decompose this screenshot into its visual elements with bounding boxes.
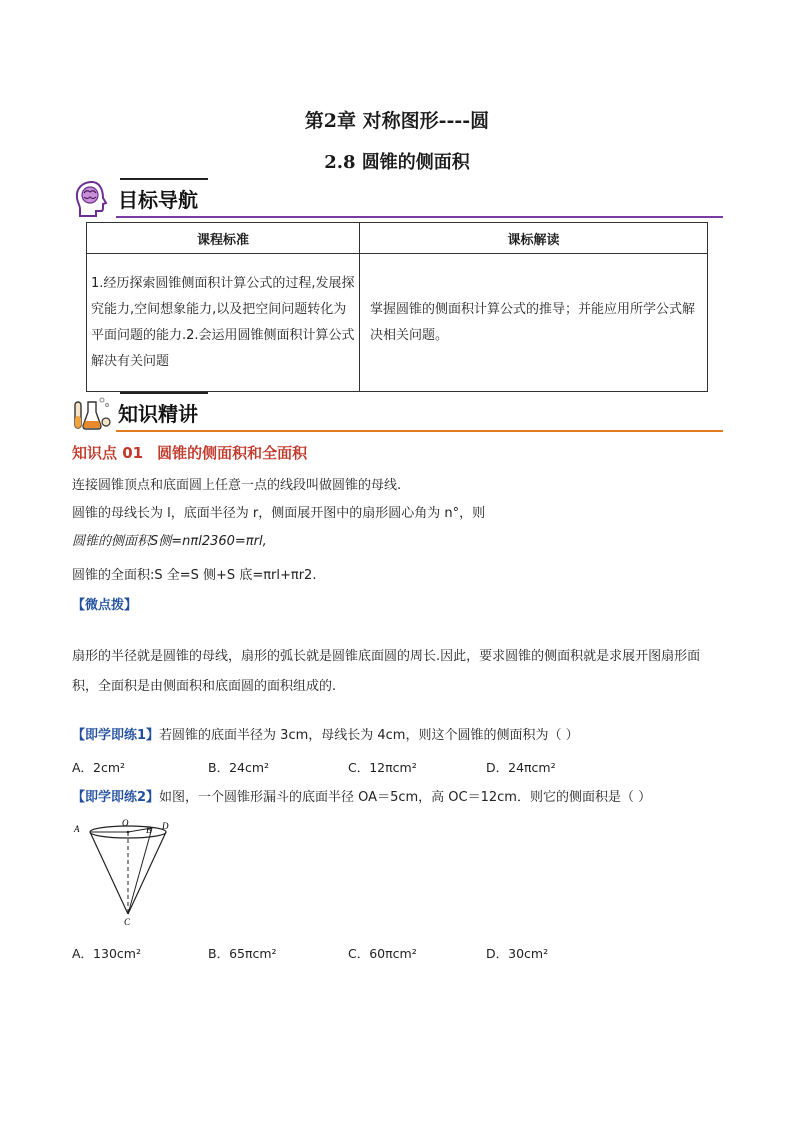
chapter-title: 第2章 对称图形----圆 <box>304 110 490 132</box>
exercise-question: 如图，一个圆锥形漏斗的底面半径 OA＝5cm，高 OC＝12cm．则它的侧面积是（ ） <box>159 790 652 805</box>
exercise-2-option-a: A．130cm² <box>72 946 141 961</box>
section-title: 2.8 圆锥的侧面积 <box>324 152 470 173</box>
exercise-2-option-d: D．30cm² <box>486 946 549 961</box>
exercise-1-option-d: D．24πcm² <box>486 760 556 775</box>
header-top-line <box>120 392 208 394</box>
label-c: C <box>124 917 131 927</box>
knowledge-point-number: 知识点 01 <box>72 444 144 462</box>
exercise-question: 若圆锥的底面半径为 3cm，母线长为 4cm，则这个圆锥的侧面积为（ ） <box>159 728 579 743</box>
exercise-1 <box>72 724 579 743</box>
lab-flask-icon <box>72 392 112 432</box>
section-rule <box>116 430 723 432</box>
section-rule <box>116 216 723 218</box>
content-line-3: 圆锥的侧面积S侧=nπl2360=πrl, <box>72 534 267 549</box>
cone-funnel-figure <box>72 818 182 928</box>
tip-label: 【微点拨】 <box>72 598 138 613</box>
label-b: B <box>146 825 152 835</box>
table-header-interpretation: 课标解读 <box>360 223 708 254</box>
exercise-label: 【即学即练2】 <box>72 790 160 805</box>
content-line-2: 圆锥的母线长为 l，底面半径为 r，侧面展开图中的扇形圆心角为 n°，则 <box>72 506 486 521</box>
table-cell-interpretation: 掌握圆锥的侧面积计算公式的推导；并能应用所学公式解决相关问题。 <box>360 254 708 392</box>
label-d: D <box>162 821 169 831</box>
exercise-1-option-c: C．12πcm² <box>348 760 417 775</box>
brain-head-icon <box>72 178 112 218</box>
exercise-2 <box>72 786 651 805</box>
content-line-4: 圆锥的全面积:S 全=S 侧+S 底=πrl+πr2. <box>72 568 317 583</box>
table-header-standard: 课程标准 <box>87 223 360 254</box>
knowledge-point-name: 圆锥的侧面积和全面积 <box>157 444 308 462</box>
exercise-2-option-b: B．65πcm² <box>208 946 277 961</box>
content-line-1: 连接圆锥顶点和底面圆上任意一点的线段叫做圆锥的母线. <box>72 478 402 493</box>
section-header-goals <box>72 178 723 222</box>
standards-table <box>86 222 708 392</box>
header-top-line <box>120 178 208 180</box>
section-header-knowledge <box>72 392 723 436</box>
exercise-label: 【即学即练1】 <box>72 728 160 743</box>
label-o: O <box>122 818 129 828</box>
knowledge-point-title <box>72 442 307 463</box>
section-label: 知识精讲 <box>118 402 198 426</box>
tip-text: 扇形的半径就是圆锥的母线，扇形的弧长就是圆锥底面圆的周长.因此，要求圆锥的侧面积就是求展开图扇形面积，全面积是由侧面积和底面圆的面积组成的. <box>72 649 701 694</box>
label-a: A <box>74 824 80 834</box>
exercise-1-option-a: A．2cm² <box>72 760 126 775</box>
exercise-1-option-b: B．24cm² <box>208 760 270 775</box>
table-cell-standard: 1.经历探索圆锥侧面积计算公式的过程,发展探究能力,空间想象能力,以及把空间问题转化为平面问题的能力.2.会运用圆锥侧面积计算公式解决有关问题 <box>87 254 360 392</box>
exercise-2-option-c: C．60πcm² <box>348 946 417 961</box>
section-label: 目标导航 <box>118 188 198 212</box>
